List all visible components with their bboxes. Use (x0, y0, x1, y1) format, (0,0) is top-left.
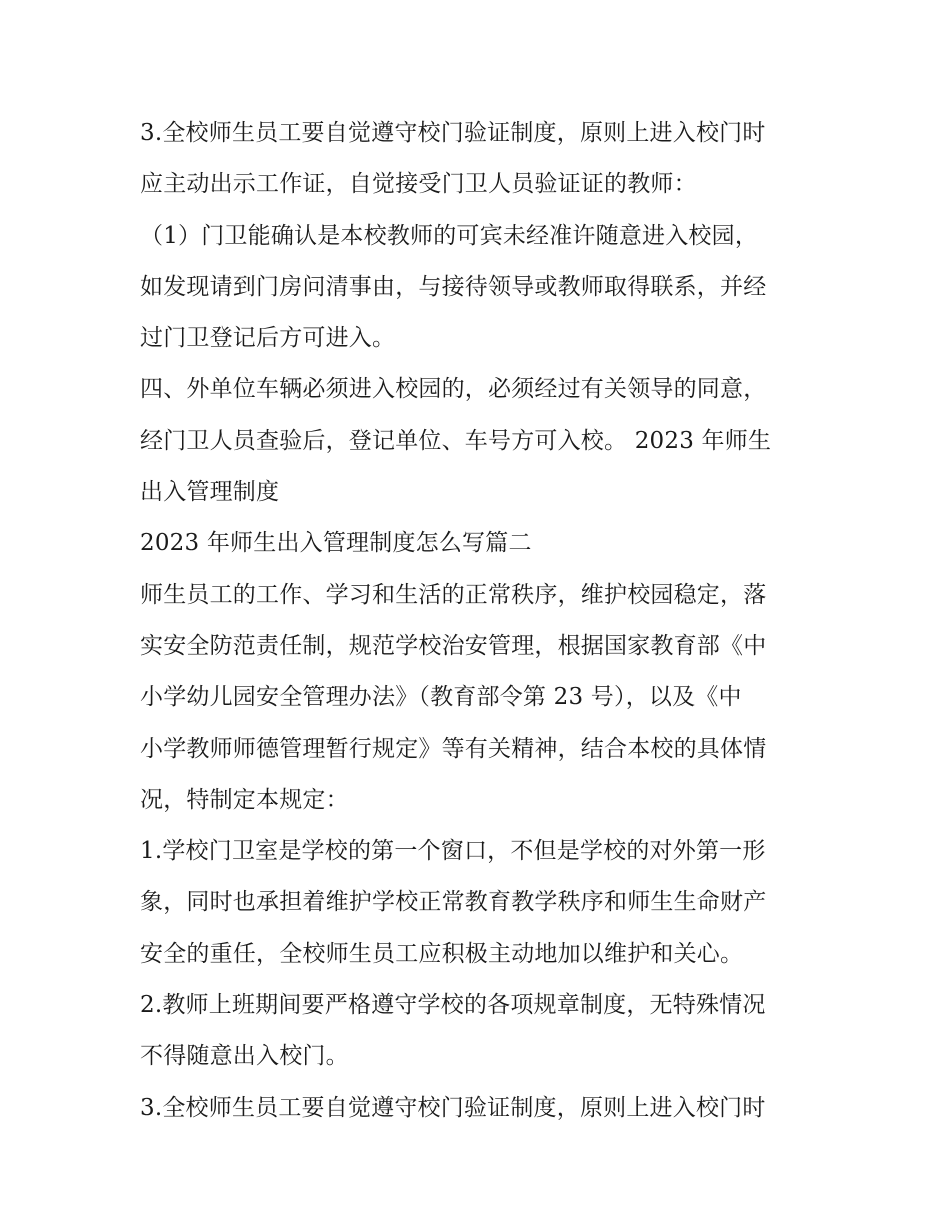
document-body (140, 108, 830, 1134)
text-line: 实安全防范责任制，规范学校治安管理，根据国家教育部《中 (140, 632, 767, 659)
text-line: 应主动出示工作证，自觉接受门卫人员验证证的教师： (140, 171, 697, 198)
text-line: 不得随意出入校门。 (140, 1043, 349, 1070)
text-line: 况，特制定本规定： (140, 786, 349, 813)
text-line: 小学幼儿园安全管理办法》（教育部令第 23 号），以及《中 (140, 684, 742, 711)
text-line: 出入管理制度 (140, 479, 280, 506)
text-line: 2.教师上班期间要严格遵守学校的各项规章制度，无特殊情况 (140, 992, 766, 1019)
text-line: （1）门卫能确认是本校教师的可宾未经准许随意进入校园， (140, 222, 759, 249)
text-line: 如发现请到门房问清事由，与接待领导或教师取得联系，并经 (140, 273, 767, 300)
text-line: 师生员工的工作、学习和生活的正常秩序，维护校园稳定，落 (140, 581, 767, 608)
text-line: 象，同时也承担着维护学校正常教育教学秩序和师生生命财产 (140, 889, 767, 916)
text-line: 安全的重任，全校师生员工应积极主动地加以维护和关心。 (140, 940, 744, 967)
text-line: 四、外单位车辆必须进入校园的，必须经过有关领导的同意， (140, 376, 767, 403)
text-line: 过门卫登记后方可进入。 (140, 325, 396, 352)
section-heading: 2023 年师生出入管理制度怎么写篇二 (140, 530, 532, 557)
text-line: 3.全校师生员工要自觉遵守校门验证制度，原则上进入校门时 (140, 120, 766, 146)
text-line: 3.全校师生员工要自觉遵守校门验证制度，原则上进入校门时 (140, 1094, 766, 1121)
text-line: 小学教师师德管理暂行规定》等有关精神，结合本校的具体情 (140, 735, 767, 762)
text-line: 经门卫人员查验后，登记单位、车号方可入校。 2023 年师生 (140, 427, 772, 454)
text-line: 1.学校门卫室是学校的第一个窗口，不但是学校的对外第一形 (140, 838, 766, 865)
